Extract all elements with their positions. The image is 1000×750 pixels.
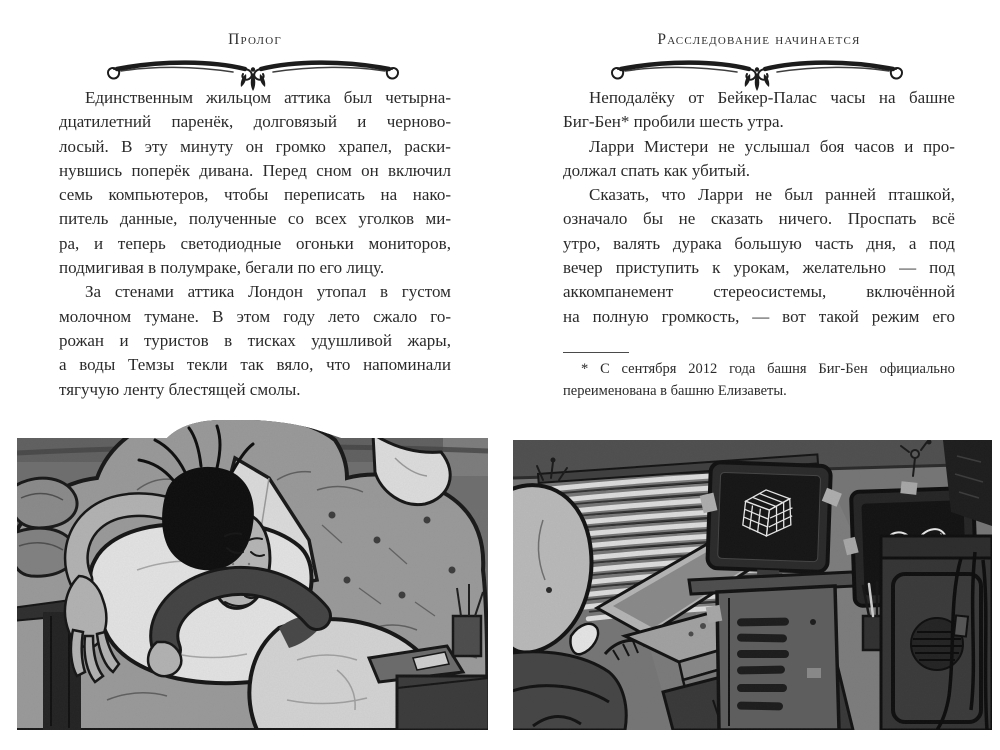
text-line: утро, валять дурака большую часть дня, а под [563, 233, 955, 253]
text-line: означало бы не сказать ничего. Проспать всё [563, 209, 955, 229]
chapter-header-right: Расследование начинается [657, 31, 861, 48]
text-line: молочном тумане. В этом году лето сжало го- [59, 306, 451, 326]
text-line: тягучую ленту блестящей смолы. [59, 379, 301, 399]
text-line: нувшись поперёк дивана. Перед сном он включил [59, 160, 451, 180]
text-line: Единственным жильцом аттика был четырна- [85, 88, 451, 107]
illustration-sleeping-boy [17, 420, 488, 730]
paragraph [59, 280, 451, 401]
body-text-right [563, 86, 955, 329]
text-line: питель данные, полученные со всех уголков ми- [59, 209, 451, 229]
text-line: Ларри Мистери не услышал боя часов и про- [589, 136, 955, 156]
paragraph [563, 86, 955, 135]
page-right [500, 0, 1000, 750]
body-text-left [59, 86, 451, 402]
chapter-header-left: Пролог [228, 31, 282, 48]
footnote [563, 359, 955, 403]
text-line: вечер приступить к урокам, желательно — под [563, 258, 955, 278]
text-line: должал спать как убитый. [563, 160, 751, 180]
illustration-computer-room [513, 440, 992, 730]
footnote-rule [563, 352, 629, 353]
text-line: Биг-Бен* пробили шесть утра. [563, 112, 784, 132]
paragraph [59, 86, 451, 280]
text-line: на полную громкость, — вот такой режим его [563, 306, 955, 326]
text-line: подмигивая в полумраке, бегали по его лицу. [59, 258, 385, 278]
text-line: ра, и теперь светодиодные огоньки мониторов, [59, 233, 451, 253]
paragraph [563, 183, 955, 329]
text-line: * С сентября 2012 года башня Биг-Бен официально [581, 361, 955, 377]
text-line: переименована в башню Елизаветы. [563, 382, 787, 399]
text-line: дцатилетний паренёк, долговязый и черново- [59, 112, 451, 132]
text-line: аккомпанемент стереосистемы, включённой [563, 282, 955, 302]
text-line: семь компьютеров, чтобы переписать на нако- [59, 185, 451, 205]
text-line: а воды Темзы текли так вяло, что напоминали [59, 355, 451, 375]
text-line: Неподалёку от Бейкер-Палас часы на башне [589, 88, 955, 107]
text-line: лосый. В эту минуту он громко храпел, раски- [59, 136, 451, 156]
text-line: За стенами аттика Лондон утопал в густом [85, 282, 451, 302]
text-line: рожан и туристов в тисках удушливой жары, [59, 330, 451, 350]
paragraph [563, 135, 955, 184]
paragraph [563, 359, 955, 403]
text-line: Сказать, что Ларри не был ранней пташкой, [589, 185, 955, 205]
